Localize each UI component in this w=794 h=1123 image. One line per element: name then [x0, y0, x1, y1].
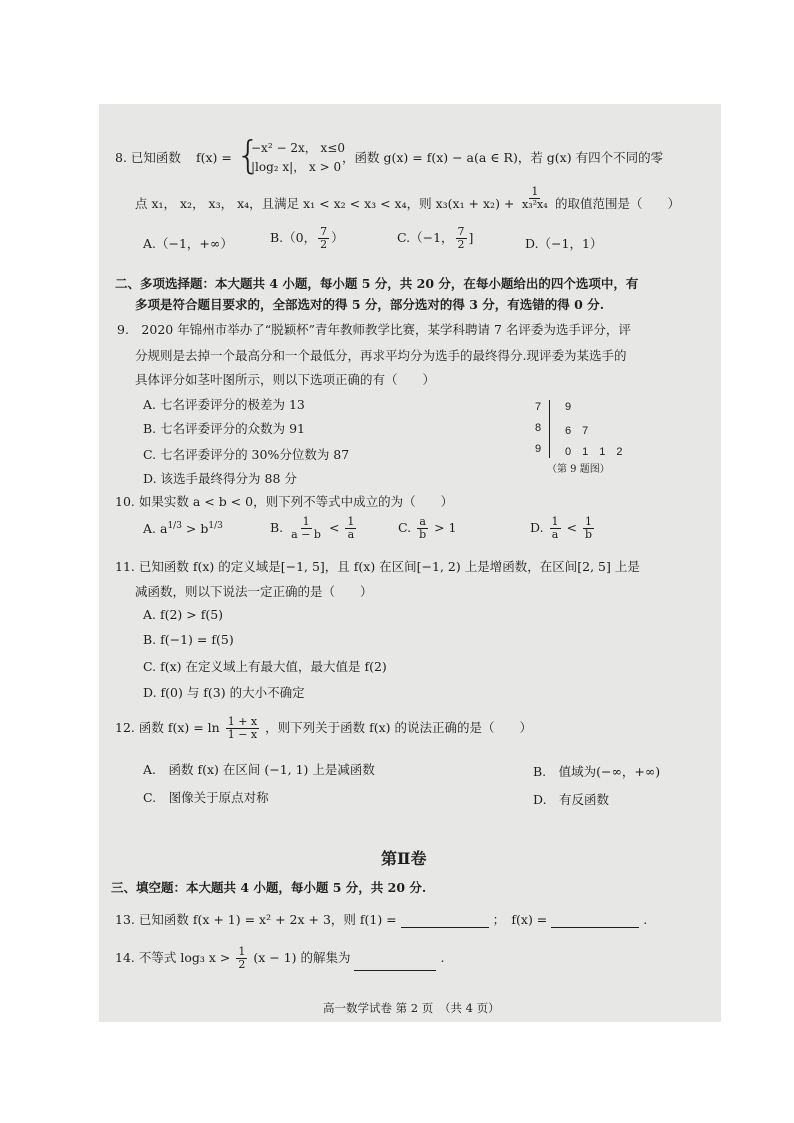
q8-case1: −x² − 2x， x≤0 — [251, 141, 345, 155]
q10-option-a-exp2: 1/3 — [208, 521, 223, 531]
q10-option-a-pre: A. — [143, 521, 157, 537]
q13-post: . — [643, 912, 648, 927]
stem-row-3-stem: 9 — [535, 443, 542, 455]
q12-post: ，则下列关于函数 f(x) 的说法正确的是（ ） — [265, 720, 533, 735]
q14-stem — [115, 946, 444, 971]
q10-option-a-exp1: 1/3 — [167, 521, 182, 531]
stem-leaf-divider — [549, 400, 550, 458]
part2-title: 第Ⅱ卷 — [381, 849, 427, 868]
q12-option-d: D. 有反函数 — [533, 792, 610, 807]
q12-num: 1 + x — [227, 715, 258, 728]
stem-row-1-leaves: 9 — [565, 401, 572, 413]
q10-option-d-den1: a — [551, 528, 559, 541]
q8-option-c-pre: C.（−1， — [397, 230, 454, 245]
q10-option-b-num1: 1 — [302, 515, 310, 528]
q8-option-b-num: 7 — [320, 225, 328, 238]
stem-row-2-leaves: 6 7 — [565, 425, 589, 437]
q10-option-d-den2: b — [585, 528, 593, 541]
q10-option-d — [530, 516, 596, 541]
q10-line1: 10. 如果实数 a < b < 0，则下列不等式中成立的为（ ） — [115, 494, 454, 509]
q10-option-d-num1: 1 — [551, 515, 559, 528]
q14-pre: 14. 不等式 log₃ x > — [115, 950, 231, 965]
q10-option-a — [143, 521, 223, 536]
exam-page — [99, 104, 721, 1022]
q8-option-b-post: ） — [331, 230, 344, 245]
q9-option-c: C. 七名评委评分的 30%分位数为 87 — [143, 447, 350, 462]
q10-option-a-mid: > b — [185, 521, 209, 537]
q12-option-a: A. 函数 f(x) 在区间 (−1, 1) 上是减函数 — [143, 762, 375, 777]
q9-line1: 9. 2020 年锦州市举办了“脱颖杯”青年教师教学比赛，某学科聘请 7 名评委为选手评分，评 — [117, 322, 631, 337]
q9-line3: 具体评分如茎叶图所示，则以下选项正确的有（ ） — [135, 372, 436, 387]
q8-frac-den: x₃²x₄ — [522, 198, 548, 211]
q12-option-c: C. 图像关于原点对称 — [143, 790, 269, 805]
q10-option-b-num2: 1 — [347, 515, 355, 528]
q10-option-b — [270, 516, 358, 541]
stem-row-2-stem: 8 — [535, 422, 542, 434]
q12-stem — [115, 716, 532, 741]
q8-option-b — [270, 226, 344, 251]
q12-den: 1 − x — [227, 728, 258, 741]
q8-case2: |log₂ x|， x > 0 — [251, 160, 342, 174]
q10-option-c-num: a — [419, 515, 426, 528]
section3-title: 三、填空题：本大题共 4 小题，每小题 5 分，共 20 分. — [111, 880, 427, 895]
q8-frac-num: 1 — [531, 185, 539, 198]
q9-option-a: A. 七名评委评分的极差为 13 — [143, 397, 305, 412]
section2-line2: 多项是符合题目要求的，全部选对的得 5 分，部分选对的得 3 分，有选错的得 0 分. — [135, 297, 605, 312]
q8-mid: ，函数 g(x) = f(x) − a(a ∈ R)，若 g(x) 有四个不同的零 — [342, 150, 664, 165]
q8-line2a: 点 x₁， x₂， x₃， x₄，且满足 x₁ < x₂ < x₃ < x₄，则 x₃(x₁ + x₂) + — [135, 196, 515, 211]
q10-option-c-den: b — [419, 528, 427, 541]
q10-option-b-pre: B. — [270, 520, 284, 535]
stem-row-3-leaves: 0 1 1 2 — [565, 446, 623, 458]
q14-den: 2 — [238, 958, 246, 971]
q8-fx: f(x) = — [196, 150, 232, 165]
q10-option-b-den1: a − b — [291, 528, 321, 541]
q8-option-c-num: 7 — [457, 225, 465, 238]
q10-option-c-pre: C. — [398, 520, 412, 535]
q8-option-b-pre: B.（0， — [270, 230, 317, 245]
q8-frac — [518, 186, 552, 211]
q12-option-b: B. 值域为(−∞，+∞) — [533, 764, 661, 779]
q10-option-d-mid: < — [566, 520, 578, 535]
q8-option-d: D.（−1，1） — [525, 236, 603, 251]
q8-prefix: 8. 已知函数 — [115, 150, 181, 165]
q8-line2b: 的取值范围是（ ） — [555, 196, 681, 211]
q10-option-d-pre: D. — [530, 520, 544, 535]
q13-pre: 13. 已知函数 f(x + 1) = x² + 2x + 3，则 f(1) = — [115, 912, 397, 927]
q14-post: . — [440, 950, 445, 965]
q11-option-b: B. f(−1) = f(5) — [143, 632, 234, 647]
q8-option-c-post: ] — [468, 230, 474, 245]
q10-option-c — [398, 516, 457, 541]
q11-option-c: C. f(x) 在定义域上有最大值，最大值是 f(2) — [143, 659, 387, 674]
q14-mid: (x − 1) 的解集为 — [253, 950, 351, 965]
q10-option-b-den2: a — [347, 528, 355, 541]
q13-stem — [115, 912, 647, 928]
section2-line1: 二、多项选择题：本大题共 4 小题，每小题 5 分，共 20 分，在每小题给出的四个选项中，有 — [115, 276, 639, 291]
stem-row-1-stem: 7 — [535, 401, 542, 413]
q8-option-c — [397, 226, 473, 251]
q10-option-c-post: > 1 — [434, 520, 457, 535]
q13-mid: ； f(x) = — [492, 912, 548, 927]
q13-blank-2[interactable] — [551, 913, 639, 928]
page-footer: 高一数学试卷 第 2 页 （共 4 页） — [323, 1001, 500, 1015]
q11-line1: 11. 已知函数 f(x) 的定义域是[−1, 5]，且 f(x) 在区间[−1, 2) 上是增函数，在区间[2, 5] 上是 — [115, 559, 640, 574]
stem-leaf-caption: （第 9 题图） — [547, 464, 610, 475]
q11-option-d: D. f(0) 与 f(3) 的大小不确定 — [143, 685, 305, 700]
q11-line2: 减函数，则以下说法一定正确的是（ ） — [135, 584, 373, 599]
q8-option-b-den: 2 — [320, 238, 328, 251]
q8-option-a: A.（−1，+∞） — [143, 236, 233, 251]
q11-option-a: A. f(2) > f(5) — [143, 607, 224, 622]
q14-blank[interactable] — [354, 956, 436, 971]
q8-brace: { — [236, 133, 261, 177]
q10-option-b-mid: < — [328, 520, 340, 535]
q9-line2: 分规则是去掉一个最高分和一个最低分，再求平均分为选手的最终得分.现评委为某选手的 — [135, 348, 627, 363]
q9-option-b: B. 七名评委评分的众数为 91 — [143, 421, 306, 436]
q10-option-a-base: a — [160, 521, 168, 537]
q12-pre: 12. 函数 f(x) = ln — [115, 720, 220, 735]
q8-option-c-den: 2 — [457, 238, 465, 251]
q10-option-d-num2: 1 — [585, 515, 593, 528]
q9-option-d: D. 该选手最终得分为 88 分 — [143, 471, 297, 486]
q13-blank-1[interactable] — [401, 913, 489, 928]
q14-num: 1 — [238, 945, 246, 958]
